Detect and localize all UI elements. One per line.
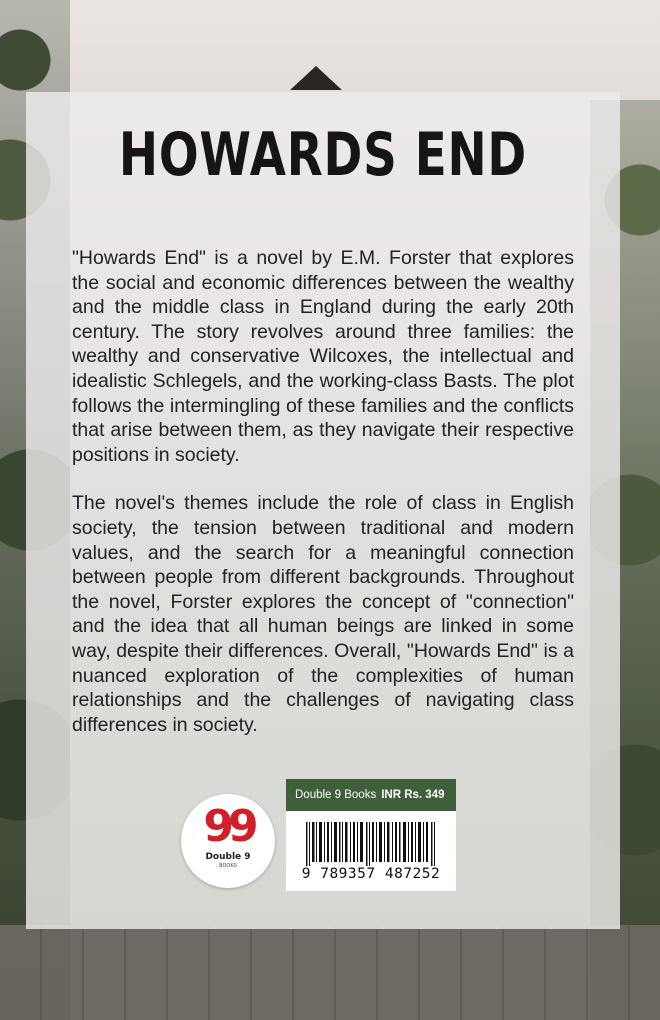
description-paragraph-1: "Howards End" is a novel by E.M. Forster that explores the social and economic differences between the wealthy and the middle class in England during the early 20th century. The story revolves around three families: the wealthy and conservative Wilcoxes, the intellectual and idealistic Schlegels, and the working-class Basts. The plot follows the intermingling of these families and the conflicts that arise between them, as they navigate their respective positions in society. <box>72 247 574 466</box>
price-bar <box>286 779 456 811</box>
logo-mark: 99 <box>203 801 253 852</box>
book-description <box>72 246 574 761</box>
barcode-icon <box>306 822 436 866</box>
logo-name: Double 9 <box>205 852 251 862</box>
publisher-name: Double 9 Books <box>295 789 377 801</box>
isbn-number: 9 789357 487252 <box>301 866 441 882</box>
publisher-logo <box>181 794 275 888</box>
book-title: HOWARDS END <box>118 120 528 190</box>
price-barcode-box <box>286 779 456 891</box>
stone-path <box>0 925 660 1020</box>
price-label: INR Rs. 349 <box>381 789 445 801</box>
logo-sub: BOOKS <box>219 863 237 869</box>
description-paragraph-2: The novel's themes include the role of class in English society, the tension between traditional and modern values, and the search for a meaningful connection between people from different backgrounds. Throughout the novel, Forster explores the concept of "connection" and the idea that all human beings are linked in some way, despite their differences. Overall, "Howards End" is a nuanced exploration of the complexities of human relationships and the challenges of navigating class differences in society. <box>72 492 574 736</box>
house-roof-peak <box>290 66 342 90</box>
